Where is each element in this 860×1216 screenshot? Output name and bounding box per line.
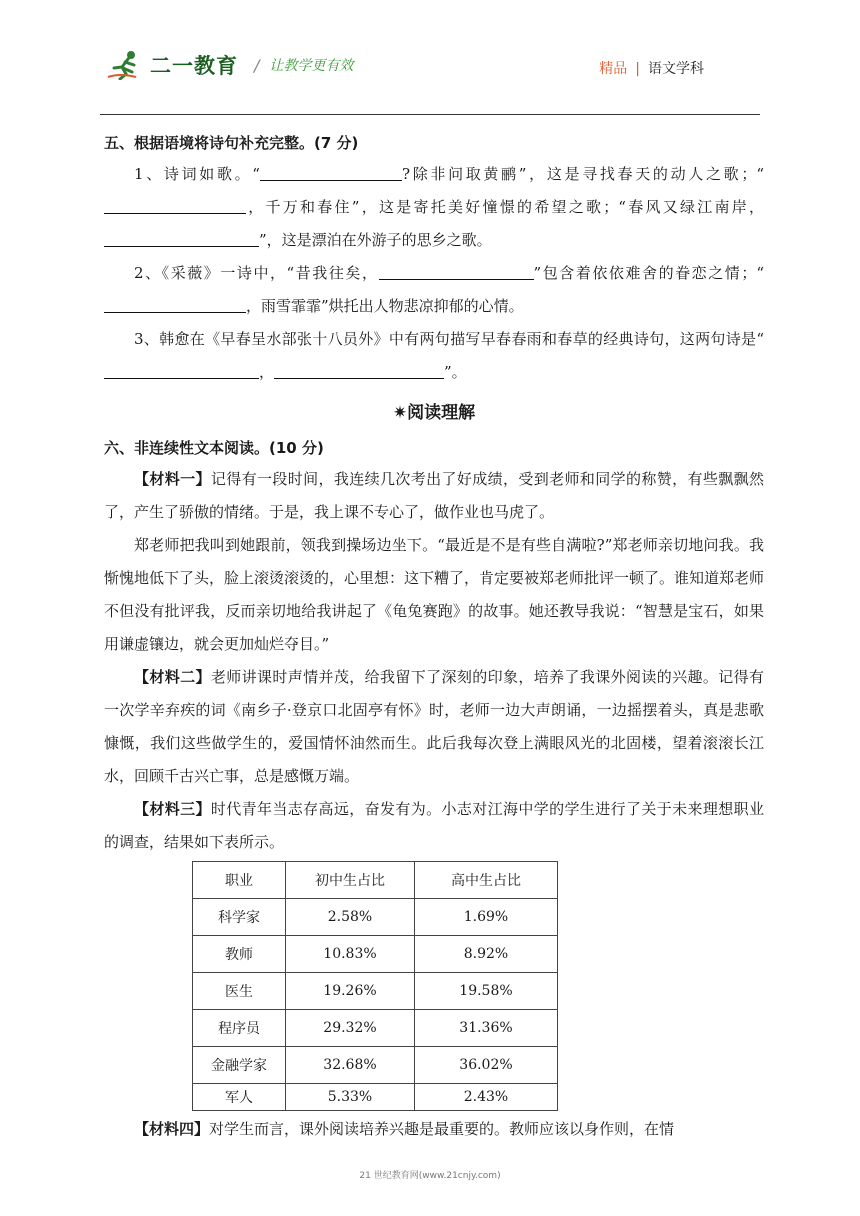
table-row bbox=[193, 936, 558, 973]
table-cell: 科学家 bbox=[193, 899, 286, 936]
answer-blank[interactable] bbox=[274, 362, 444, 379]
material-4-text: 对学生而言，课外阅读培养兴趣是最重要的。教师应该以身作则，在情 bbox=[209, 1120, 675, 1138]
table-cell: 金融学家 bbox=[193, 1047, 286, 1084]
answer-blank[interactable] bbox=[260, 164, 402, 181]
answer-blank[interactable] bbox=[104, 230, 259, 247]
table-row bbox=[193, 1010, 558, 1047]
q2-text-a: 2、《采薇》一诗中，“昔我往矣， bbox=[134, 264, 379, 282]
q2-text-b: ”包含着依依难舍的眷恋之情；“ bbox=[533, 264, 764, 282]
career-survey-table bbox=[192, 861, 558, 1111]
q3-text-a: 3、韩愈在《早春呈水部张十八员外》中有两句描写早春春雨和春草的经典诗句，这两句诗是“ bbox=[134, 330, 764, 348]
table-cell: 程序员 bbox=[193, 1010, 286, 1047]
material-2 bbox=[104, 661, 764, 793]
table-cell: 2.58% bbox=[286, 899, 415, 936]
table-row bbox=[193, 973, 558, 1010]
q1-text-d: ”，这是漂泊在外游子的思乡之歌。 bbox=[259, 231, 492, 249]
material-3-text: 时代青年当志存高远，奋发有为。小志对江海中学的学生进行了关于未来理想职业的调查，结果如下表所示。 bbox=[104, 800, 764, 851]
table-cell: 10.83% bbox=[286, 936, 415, 973]
answer-blank[interactable] bbox=[379, 263, 534, 280]
material-1-para-2: 郑老师把我叫到她跟前，领我到操场边坐下。“最近是不是有些自满啦?”郑老师亲切地问我。我惭愧地低下了头，脸上滚烫滚烫的，心里想：这下糟了，肯定要被郑老师批评一顿了。谁知道郑老师不但没有批评我，反而亲切地给我讲起了《龟兔赛跑》的故事。她还教导我说：“智慧是宝石，如果用谦虚镶边，就会更加灿烂夺目。” bbox=[104, 536, 765, 653]
logo bbox=[106, 50, 353, 80]
q1-text-c: ，千万和春住”，这是寄托美好憧憬的希望之歌；“春风又绿江南岸， bbox=[246, 198, 764, 216]
table-cell: 19.26% bbox=[286, 973, 415, 1010]
material-1-para-1 bbox=[104, 463, 764, 529]
page-footer: 21 世纪教育网(www.21cnjy.com) bbox=[359, 1171, 501, 1181]
answer-blank[interactable] bbox=[104, 296, 246, 313]
answer-blank[interactable] bbox=[104, 197, 246, 214]
header-subject bbox=[599, 58, 704, 78]
q1-text-a: 1、诗词如歌。“ bbox=[134, 165, 260, 183]
table-cell: 教师 bbox=[193, 936, 286, 973]
table-cell: 1.69% bbox=[415, 899, 558, 936]
table-header-cell: 职业 bbox=[193, 862, 286, 899]
question-1 bbox=[104, 158, 764, 257]
material-3-label: 【材料三】 bbox=[134, 800, 211, 818]
table-header-cell: 初中生占比 bbox=[286, 862, 415, 899]
table-cell: 19.58% bbox=[415, 973, 558, 1010]
logo-slash: / bbox=[254, 55, 260, 75]
q3-text-c: ”。 bbox=[444, 363, 467, 381]
material-3 bbox=[104, 793, 764, 859]
material-4-label: 【材料四】 bbox=[134, 1120, 210, 1138]
table-header-cell: 高中生占比 bbox=[415, 862, 558, 899]
logo-slogan: 让教学更有效 bbox=[269, 58, 354, 74]
table-cell: 32.68% bbox=[286, 1047, 415, 1084]
table-cell: 8.92% bbox=[415, 936, 558, 973]
page-header bbox=[100, 40, 760, 115]
table-cell: 军人 bbox=[193, 1084, 286, 1111]
logo-text: 二一教育 bbox=[150, 54, 238, 78]
page-content bbox=[104, 128, 764, 1146]
material-2-label: 【材料二】 bbox=[134, 668, 211, 686]
table-cell: 医生 bbox=[193, 973, 286, 1010]
table-cell: 2.43% bbox=[415, 1084, 558, 1111]
reading-title: ✷阅读理解 bbox=[392, 403, 476, 423]
question-2 bbox=[104, 257, 764, 323]
table-cell: 31.36% bbox=[415, 1010, 558, 1047]
table-cell: 29.32% bbox=[286, 1010, 415, 1047]
q2-text-c: ，雨雪霏霏”烘托出人物悲凉抑郁的心情。 bbox=[246, 297, 524, 315]
quality-badge: 精品 bbox=[599, 61, 628, 77]
table-cell: 36.02% bbox=[415, 1047, 558, 1084]
table-row bbox=[193, 1084, 558, 1111]
material-1-label: 【材料一】 bbox=[134, 470, 211, 488]
table-cell: 5.33% bbox=[286, 1084, 415, 1111]
q1-text-b: ?除非问取黄鹂”，这是寻找春天的动人之歌；“ bbox=[401, 165, 764, 183]
table-row bbox=[193, 1047, 558, 1084]
answer-blank[interactable] bbox=[104, 362, 259, 379]
subject-label: 语文学科 bbox=[648, 61, 704, 77]
header-separator: | bbox=[635, 61, 640, 77]
material-4 bbox=[104, 1113, 764, 1146]
q3-text-b: ， bbox=[259, 363, 275, 381]
material-1-text: 记得有一段时间，我连续几次考出了好成绩，受到老师和同学的称赞，有些飘飘然了，产生了骄傲的情绪。于是，我上课不专心了，做作业也马虎了。 bbox=[104, 470, 764, 521]
table-header-row bbox=[193, 862, 558, 899]
section6-title: 六、非连续性文本阅读。(10 分) bbox=[104, 439, 324, 457]
table-row bbox=[193, 899, 558, 936]
question-3 bbox=[104, 323, 764, 389]
section5-title: 五、根据语境将诗句补充完整。(7 分) bbox=[104, 134, 359, 152]
runner-logo-icon bbox=[106, 50, 146, 80]
material-2-text: 老师讲课时声情并茂，给我留下了深刻的印象，培养了我课外阅读的兴趣。记得有一次学辛弃疾的词《南乡子·登京口北固亭有怀》时，老师一边大声朗诵，一边摇摆着头，真是悲歌慷慨，我们这些做学生的，爱国情怀油然而生。此后我每次登上满眼风光的北固楼，望着滚滚长江水，回顾千古兴亡事，总是感慨万端。 bbox=[104, 668, 764, 785]
